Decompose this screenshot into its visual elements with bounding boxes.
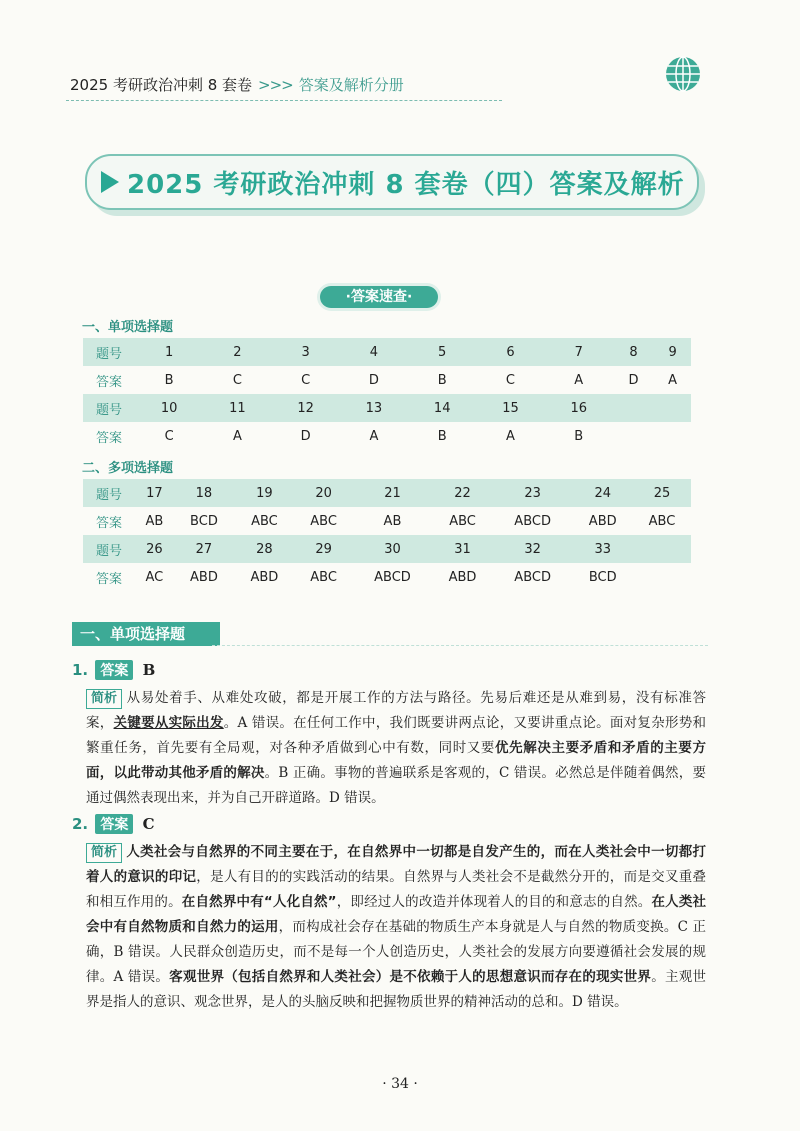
answer-row — [83, 563, 691, 591]
answer-cell: ABC — [648, 513, 676, 529]
question-number-cell: 33 — [572, 535, 632, 563]
answer-tag: 答案 — [95, 814, 133, 834]
answer-row — [83, 422, 691, 450]
question-number-cell: 21 — [353, 479, 433, 507]
answer-cell: A — [506, 428, 515, 444]
single-choice-answer-table — [83, 338, 691, 450]
answer-cell: ABC — [251, 513, 278, 529]
question-number-cell: 6 — [476, 338, 544, 366]
question-number-cell: 17 — [135, 479, 174, 507]
question-number-cell: 14 — [408, 394, 476, 422]
question-number-cell: 10 — [135, 394, 203, 422]
question-number-cell: 13 — [340, 394, 408, 422]
answer-cell: A — [668, 372, 678, 388]
question-number-cell: 8 — [613, 338, 654, 366]
question-number-cell: 27 — [174, 535, 234, 563]
q1-bold-2: 优先解决主要矛盾和矛盾的主要方面，以此带动其他矛盾的解决 — [86, 740, 707, 781]
question-number-cell: 24 — [572, 479, 632, 507]
question-number-cell: 30 — [353, 535, 433, 563]
answer-cell: A — [574, 372, 584, 388]
q2-text-4: 。主观世界是指人的意识、观念世界，是人的头脑反映和把握物质世界的精神活动的总和。D 错误。 — [86, 969, 707, 1010]
answer-cell: ABD — [448, 569, 477, 585]
question-number-cell: 2 — [203, 338, 271, 366]
single-choice-label: 一、单项选择题 — [82, 320, 174, 335]
question-number-cell: 15 — [476, 394, 544, 422]
page-title: 2025 考研政治冲刺 8 套卷（四）答案及解析 — [127, 170, 685, 200]
question-number-cell: 25 — [633, 479, 691, 507]
answer-cell: ABC — [310, 513, 337, 529]
answer-cell: ABCD — [514, 569, 551, 585]
q2-analysis — [86, 840, 706, 1015]
running-header — [70, 74, 404, 95]
question-number-cell — [654, 394, 691, 422]
header-separator: >>> — [258, 76, 293, 94]
q2-text-2: ，即经过人的改造并体现着人的目的和意志的自然。 — [336, 894, 652, 910]
q2-bold-4: 客观世界（包括自然界和人类社会）是不依赖于人的思想意识而存在的现实世界 — [169, 969, 652, 985]
q2-number: 2. — [72, 815, 89, 833]
question-number-cell: 32 — [493, 535, 573, 563]
question-number-cell: 31 — [432, 535, 492, 563]
question-number-cell: 16 — [545, 394, 613, 422]
analysis-tag: 简析 — [86, 689, 122, 709]
answer-row — [83, 507, 691, 535]
row-label-answer: 答案 — [95, 571, 122, 587]
header-rule — [66, 100, 502, 101]
question-number-cell: 5 — [408, 338, 476, 366]
answer-row — [83, 366, 691, 394]
q1-number: 1. — [72, 661, 89, 679]
answer-cell: B — [574, 428, 584, 444]
question-number-cell: 11 — [203, 394, 271, 422]
answer-cell: ABD — [250, 569, 279, 585]
section-rule — [212, 645, 708, 646]
quick-answer-label: ·答案速查· — [320, 286, 438, 308]
question-number-cell: 26 — [135, 535, 174, 563]
answer-cell: C — [301, 372, 311, 388]
multi-choice-label: 二、多项选择题 — [82, 461, 174, 476]
q1-text-3: 。B 正确。事物的普遍联系是客观的，C 错误。必然总是伴随着偶然，要通过偶然表现出来，并为自己开辟道路。D 错误。 — [86, 765, 706, 806]
row-label-number: 题号 — [83, 394, 135, 422]
globe-icon — [664, 55, 702, 93]
answer-cell: B — [437, 428, 447, 444]
answer-cell: D — [368, 372, 379, 388]
answer-cell — [633, 563, 691, 591]
q1-answer-line — [72, 660, 155, 680]
answer-cell: D — [300, 428, 311, 444]
answer-cell: A — [232, 428, 242, 444]
question-number-cell: 1 — [135, 338, 203, 366]
q2-bold-2: 在自然界中有“人化自然” — [181, 894, 337, 910]
answer-cell: D — [628, 372, 639, 388]
answer-cell: C — [505, 372, 515, 388]
question-number-cell — [613, 394, 654, 422]
question-number-cell: 23 — [493, 479, 573, 507]
row-label-number: 题号 — [83, 535, 135, 563]
multi-choice-answer-table — [83, 479, 691, 591]
answer-cell — [613, 422, 654, 450]
answer-tag: 答案 — [95, 660, 133, 680]
title-banner — [85, 154, 699, 210]
answer-cell: AB — [145, 513, 164, 529]
answer-cell: AC — [145, 569, 164, 585]
q2-text-3: ，而构成社会存在基础的物质生产本身就是人与自然的物质变换。C 正确，B 错误。人民群众创造历史，而不是每一个人创造历史，人类社会的发展方向要遵循社会发展的规律。A 错误。 — [86, 919, 707, 985]
question-number-cell: 22 — [432, 479, 492, 507]
answer-cell: A — [369, 428, 379, 444]
section-heading: 一、单项选择题 — [72, 622, 220, 646]
answer-cell: AB — [383, 513, 402, 529]
answer-cell: ABCD — [514, 513, 551, 529]
row-label-answer: 答案 — [95, 374, 122, 390]
header-volume-title: 答案及解析分册 — [298, 76, 404, 94]
header-book-title: 2025 考研政治冲刺 8 套卷 — [70, 76, 253, 94]
question-number-cell: 3 — [272, 338, 340, 366]
q1-answer: B — [142, 661, 156, 679]
play-icon — [101, 171, 119, 193]
answer-cell: ABC — [310, 569, 337, 585]
q2-answer-line — [72, 814, 155, 834]
q2-answer: C — [142, 815, 155, 833]
q2-bold-1: 人类社会与自然界的不同主要在于，在自然界中一切都是自发产生的，而在人类社会中一切都打着人的意识的印记 — [86, 844, 706, 885]
answer-cell: BCD — [190, 513, 218, 529]
row-label-number: 题号 — [83, 479, 135, 507]
q1-bold-1: 关键要从实际出发 — [113, 715, 224, 731]
question-number-row — [83, 479, 691, 507]
question-number-row — [83, 338, 691, 366]
answer-cell: ABD — [190, 569, 218, 585]
answer-cell: ABD — [588, 513, 617, 529]
question-number-row — [83, 394, 691, 422]
q1-analysis — [86, 686, 706, 811]
answer-cell: ABCD — [374, 569, 411, 585]
question-number-cell: 19 — [234, 479, 294, 507]
question-number-row — [83, 535, 691, 563]
answer-cell — [654, 422, 691, 450]
q1-text-2: 。A 错误。在任何工作中，我们既要讲两点论，又要讲重点论。面对复杂形势和繁重任务，首先要有全局观，对各种矛盾做到心中有数，同时又要 — [86, 715, 707, 756]
q1-text-1: 从易处着手、从难处攻破，都是开展工作的方法与路径。先易后难还是从难到易，没有标准答案， — [86, 690, 706, 731]
answer-cell: C — [232, 372, 242, 388]
analysis-tag: 简析 — [86, 843, 122, 863]
row-label-answer: 答案 — [95, 515, 122, 531]
row-label-number: 题号 — [83, 338, 135, 366]
page-number: · 34 · — [382, 1076, 418, 1092]
question-number-cell: 29 — [295, 535, 353, 563]
q2-bold-3: 在人类社会中有自然物质和自然力的运用 — [86, 894, 707, 935]
q2-text-1: ，是人有目的的实践活动的结果。自然界与人类社会不是截然分开的，而是交叉重叠和相互作用的。 — [86, 869, 707, 910]
question-number-cell: 20 — [295, 479, 353, 507]
question-number-cell: 4 — [340, 338, 408, 366]
question-number-cell: 7 — [545, 338, 613, 366]
question-number-cell: 9 — [654, 338, 691, 366]
answer-cell: BCD — [588, 569, 617, 585]
answer-cell: B — [437, 372, 447, 388]
row-label-answer: 答案 — [95, 430, 122, 446]
answer-cell: C — [164, 428, 174, 444]
question-number-cell — [633, 535, 691, 563]
question-number-cell: 12 — [272, 394, 340, 422]
question-number-cell: 18 — [174, 479, 234, 507]
question-number-cell: 28 — [234, 535, 294, 563]
answer-cell: ABC — [449, 513, 476, 529]
answer-cell: B — [164, 372, 174, 388]
